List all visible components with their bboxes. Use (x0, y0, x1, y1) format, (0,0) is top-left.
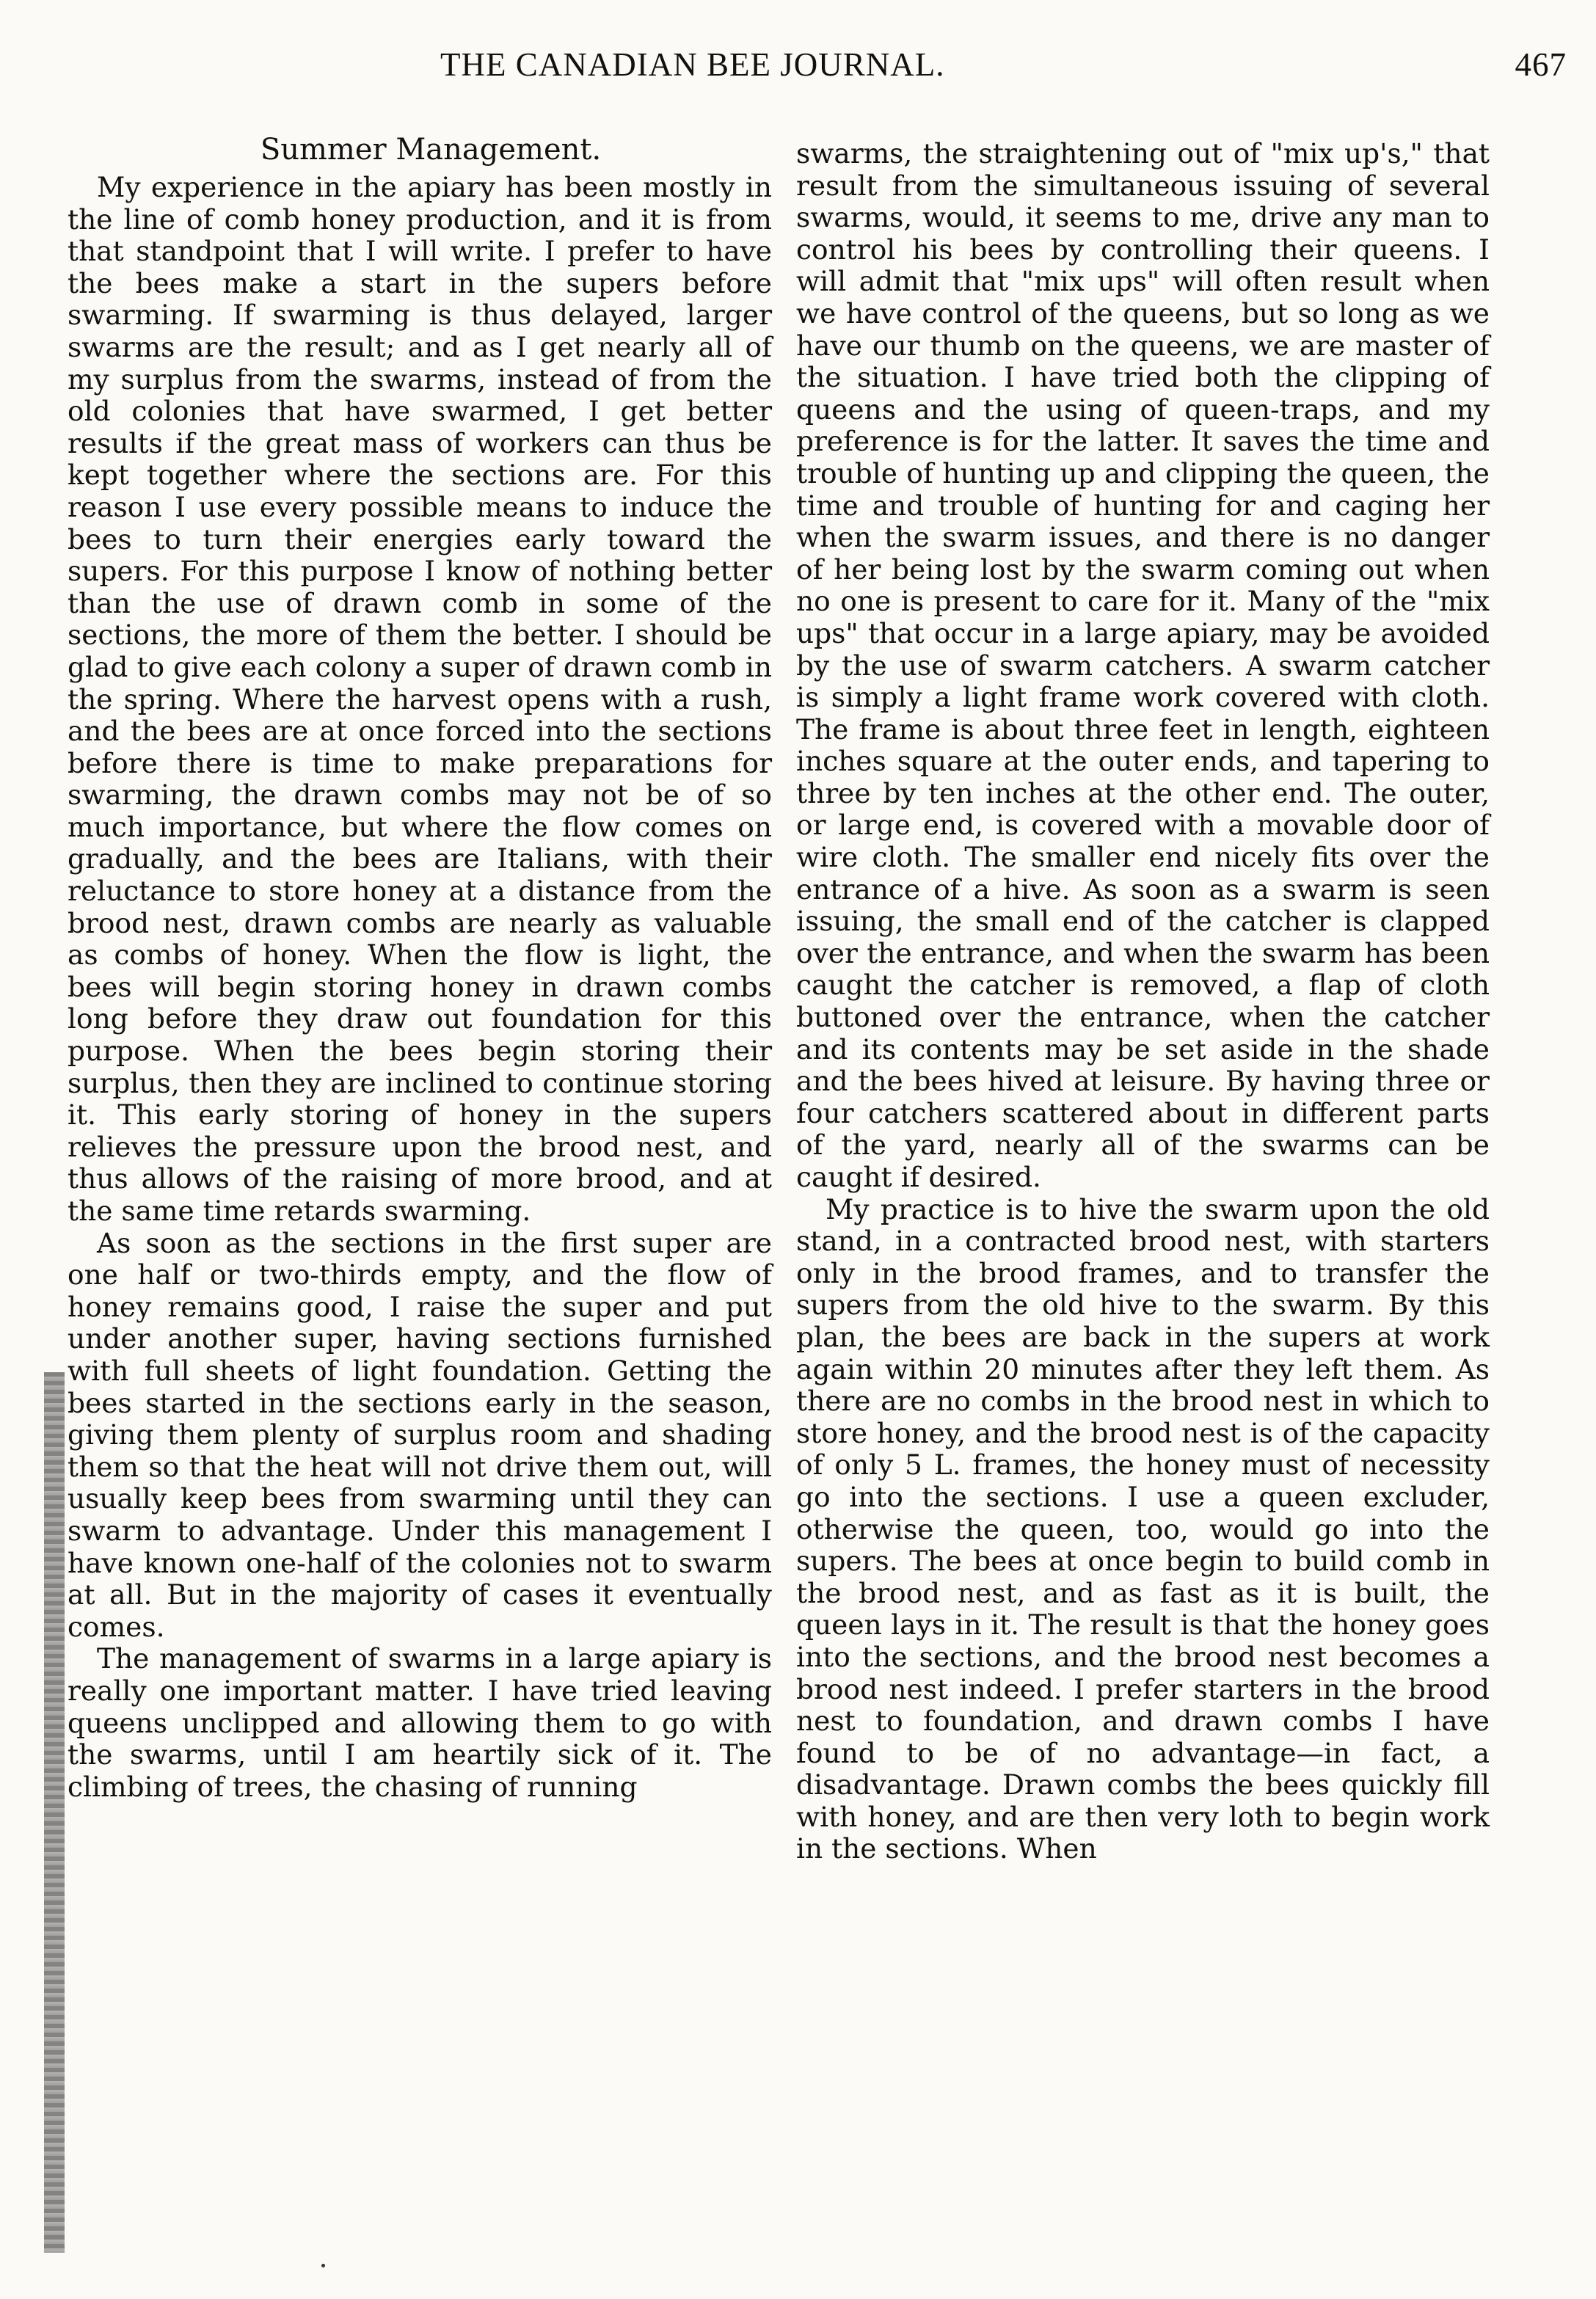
paragraph: As soon as the sections in the first super are one half or two-thirds empty, and the flow of honey remains good, I raise the super and put under another super, having sections furnished with full sheets of light foundation. Getting the bees started in the sections early in the season, giving them plenty of surplus room and shading them so that the heat will not drive them out, will usually keep bees from swarming until they can swarm to advantage. Under this management I have known one-half of the colonies not to swarm at all. But in the majority of cases it eventually comes. (68, 1226, 772, 1643)
right-column (796, 138, 1490, 1865)
paragraph: My practice is to hive the swarm upon the old stand, in a contracted brood nest, with starters only in the brood frames, and to transfer the supers from the old hive to the swarm. By this plan, the bees are back in the supers at work again within 20 minutes after they left them. As there are no combs in the brood nest in which to store honey, and the brood nest is of the capacity of only 5 L. frames, the honey must of necessity go into the sections. I use a queen excluder, otherwise the queen, too, would go into the supers. The bees at once begin to build comb in the brood nest, and as fast as it is built, the queen lays in it. The result is that the honey goes into the sections, and the brood nest becomes a brood nest indeed. I prefer starters in the brood nest to foundation, and drawn combs I have found to be of no advantage—in fact, a disadvantage. Drawn combs the bees quickly fill with honey, and are then very loth to begin work in the sections. When (796, 1192, 1490, 1865)
page-number: 467 (1515, 46, 1567, 83)
running-head (0, 45, 1596, 90)
paragraph: My experience in the apiary has been mostly in the line of comb honey production, and it is from that standpoint that I will write. I prefer to have the bees make a start in the supers before swarming. If swarming is thus delayed, larger swarms are the result; and as I get nearly all of my surplus from the swarms, instead of from the old colonies that have swarmed, I get better results if the great mass of workers can thus be kept together where the sections are. For this reason I use every possible means to induce the bees to turn their energies early toward the supers. For this purpose I know of nothing better than the use of drawn comb in some of the sections, the more of them the better. I should be glad to give each colony a super of drawn comb in the spring. Where the harvest opens with a rush, and the bees are at once forced into the sections before there is time to make preparations for swarming, the drawn combs may not be of so much importance, but where the flow comes on gradually, and the bees are Italians, with their reluctance to store honey at a distance from the brood nest, drawn combs are nearly as valuable as combs of honey. When the flow is light, the bees will begin storing honey in drawn combs long before they draw out foundation for this purpose. When the bees begin storing their surplus, then they are inclined to continue storing it. This early storing of honey in the supers relieves the pressure upon the brood nest, and thus allows of the raising of more brood, and at the same time retards swarming. (68, 171, 772, 1227)
paragraph: swarms, the straightening out of "mix up's," that result from the simultaneous issuing of several swarms, would, it seems to me, drive any man to control his bees by controlling their queens. I will admit that "mix ups" will often result when we have control of the queens, but so long as we have our thumb on the queens, we are master of the situation. I have tried both the clipping of queens and the using of queen-traps, and my preference is for the latter. It saves the time and trouble of hunting up and clipping the queen, the time and trouble of hunting for and caging her when the swarm issues, and there is no danger of her being lost by the swarm coming out when no one is present to care for it. Many of the "mix ups" that occur in a large apiary, may be avoided by the use of swarm catchers. A swarm catcher is simply a light frame work covered with cloth. The frame is about three feet in length, eighteen inches square at the outer ends, and tapering to three by ten inches at the other end. The outer, or large end, is covered with a movable door of wire cloth. The smaller end nicely fits over the entrance of a hive. As soon as a swarm is seen issuing, the small end of the catcher is clapped over the entrance, and when the swarm has been caught the catcher is removed, a flap of cloth buttoned over the entrance, when the catcher and its contents may be set aside in the shade and the bees hived at leisure. By having three or four catchers scattered about in different parts of the yard, nearly all of the swarms can be caught if desired. (796, 137, 1490, 1193)
print-speck (321, 2264, 325, 2267)
left-column (68, 132, 772, 1803)
margin-stain (44, 1372, 65, 2253)
article-title: Summer Management. (260, 133, 602, 167)
paragraph: The management of swarms in a large apiary is really one important matter. I have tried leaving queens unclipped and allowing them to go with the swarms, until I am heartily sick of it. The climbing of trees, the chasing of running (68, 1642, 772, 1803)
journal-title: THE CANADIAN BEE JOURNAL. (440, 46, 945, 83)
